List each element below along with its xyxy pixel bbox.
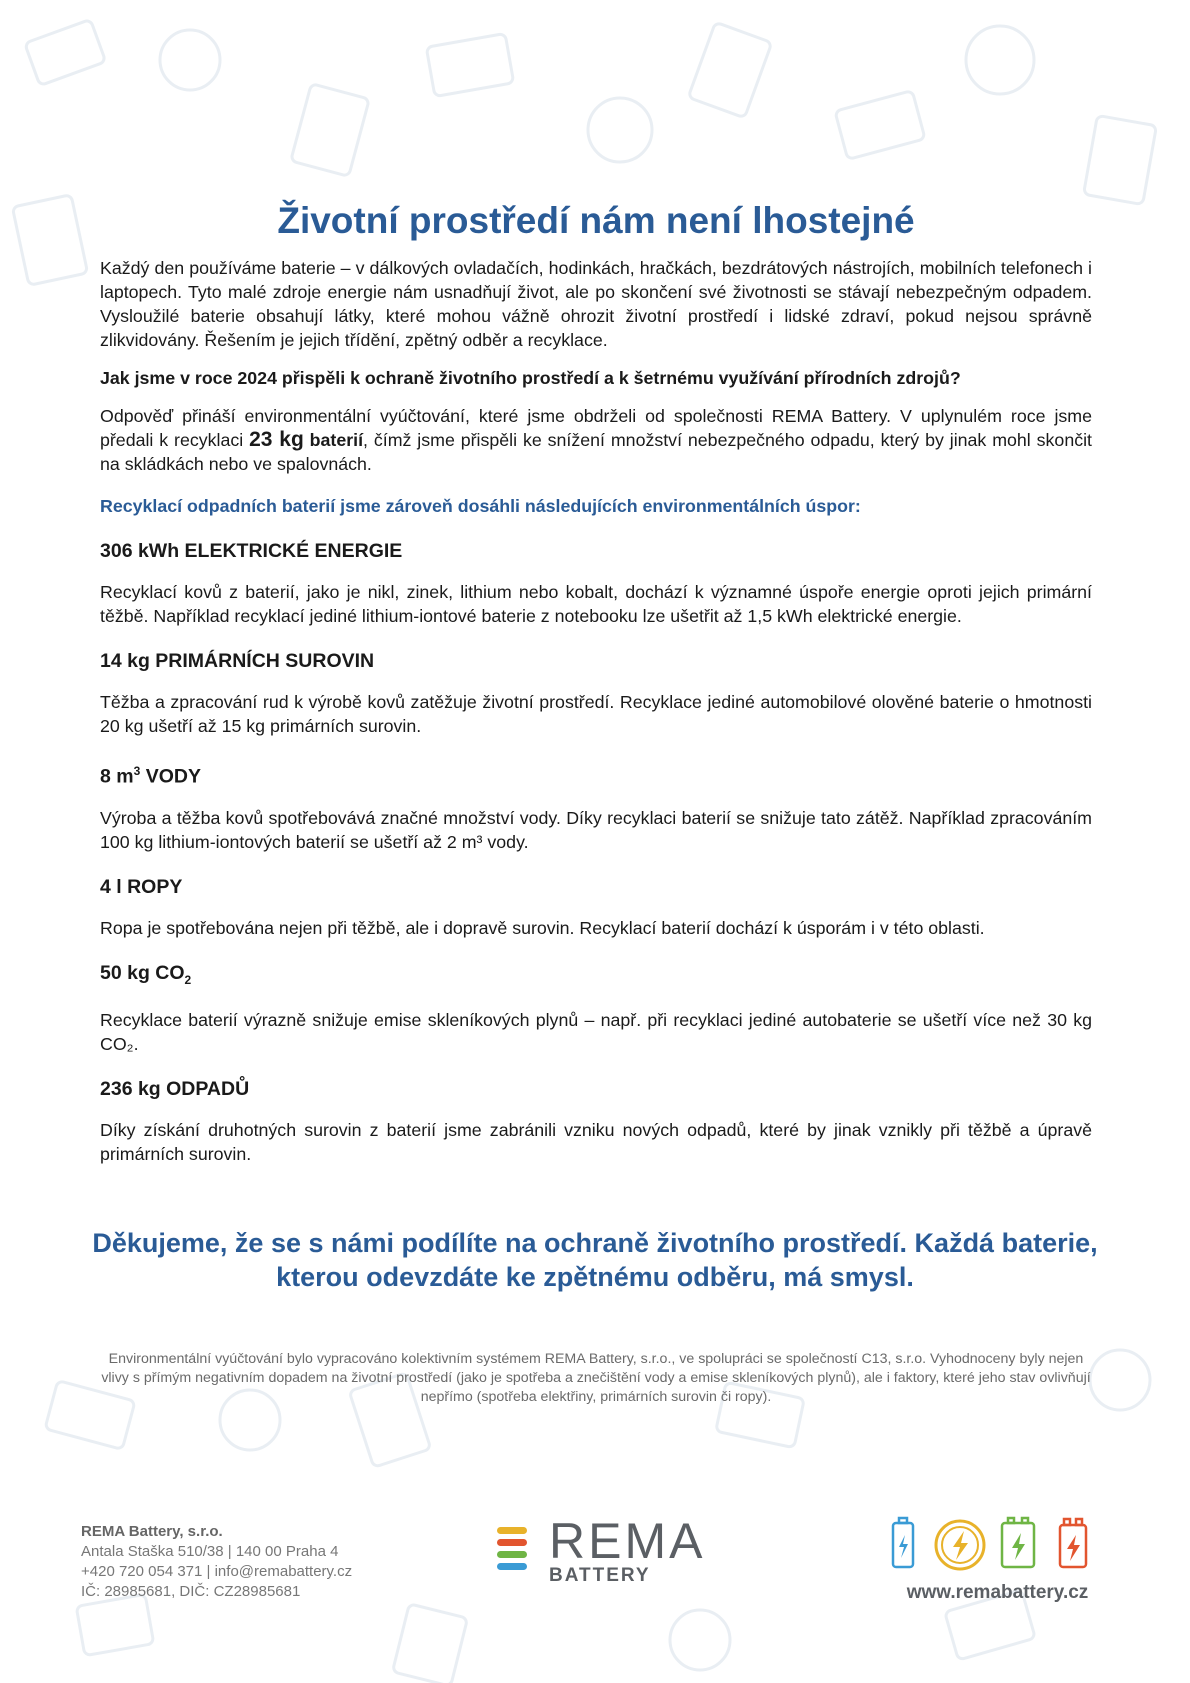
section-text-co2: Recyklace baterií výrazně snižuje emise skleníkových plynů – např. při recyklaci jediné autobaterie se ušetří více než 30 kg CO₂. xyxy=(100,1010,1092,1055)
section-heading-waste: 236 kg ODPADŮ xyxy=(100,1078,250,1101)
company-info xyxy=(81,1522,352,1602)
section-text-water: Výroba a těžba kovů spotřebovává značné množství vody. Díky recyklaci baterií se snižuje tato zátěž. Například zpracováním 100 kg lithium-iontových baterií se ušetří až 2 m³ vody. xyxy=(100,807,1092,852)
section-text-waste: Díky získání druhotných surovin z baterií jsme zabránili vzniku nových odpadů, které by jinak vznikly při těžbě a úpravě primárních surovin. xyxy=(100,1120,1092,1165)
recycled-amount: 23 kg xyxy=(249,428,304,451)
section-text-oil: Ropa je spotřebována nejen při těžbě, ale i dopravě surovin. Recyklací baterií dochází k úsporám i v této oblasti. xyxy=(100,917,985,938)
answer-paragraph xyxy=(100,404,1092,476)
company-name: REMA Battery, s.r.o. xyxy=(81,1523,223,1540)
company-address: Antala Staška 510/38 | 140 00 Praha 4 xyxy=(81,1543,339,1560)
section-heading-water xyxy=(100,758,1092,790)
company-contact: +420 720 054 371 | info@remabattery.cz xyxy=(81,1563,353,1580)
water-label: VODY xyxy=(140,765,201,788)
answer-before: Odpověď přináší environmentální vyúčtování, které jsme obdrželi od společnosti REMA Battery. V uplynulém roce jsme předali k recyklaci xyxy=(100,406,1092,450)
battery-blue-icon xyxy=(893,1518,913,1567)
logo-word: REMA xyxy=(549,1513,706,1569)
savings-intro: Recyklací odpadních baterií jsme zároveň dosáhli následujících environmentálních úspor: xyxy=(100,496,861,516)
methodology-note: Environmentální vyúčtování bylo vypracováno kolektivním systémem REMA Battery, s.r.o., ve spolupráci se společností C13, s.r.o. Vyhodnoceny byly nejen vlivy s přímým negativním dopadem na životní prostředí (jako je spotřeba a znečištění vody a emise skleníkových plynů), ale i faktory, které jeho stav ovlivňují nepřímo (spotřeba elektřiny, primárních surovin či ropy). xyxy=(101,1351,1091,1405)
lightning-coin-icon xyxy=(936,1521,984,1569)
logo-bars-icon xyxy=(497,1527,537,1587)
water-amount: 8 m xyxy=(100,765,134,788)
section-heading-energy: 306 kWh ELEKTRICKÉ ENERGIE xyxy=(100,540,403,562)
co2-amount: 50 kg CO xyxy=(100,961,185,984)
footer xyxy=(0,1515,1190,1605)
battery-icons xyxy=(890,1515,1110,1575)
section-heading-materials: 14 kg PRIMÁRNÍCH SUROVIN xyxy=(100,650,375,672)
thank-you-message: Děkujeme, že se s námi podílíte na ochraně životního prostředí. Každá baterie, kterou odevzdáte ke zpětnému odběru, má smysl. xyxy=(92,1228,1098,1292)
rema-logo xyxy=(497,1513,706,1595)
main-content xyxy=(100,198,1092,1166)
water-unit-exponent: 3 xyxy=(133,764,141,778)
question: Jak jsme v roce 2024 přispěli k ochraně životního prostředí a k šetrnému využívání přírodních zdrojů? xyxy=(100,368,961,388)
website-link[interactable]: www.remabattery.cz xyxy=(906,1582,1089,1603)
section-heading-oil: 4 l ROPY xyxy=(100,875,183,898)
battery-green-icon xyxy=(1002,1518,1034,1567)
intro-paragraph: Každý den používáme baterie – v dálkových ovladačích, hodinkách, hračkách, bezdrátových nástrojích, mobilních telefonech i laptopech. Tyto malé zdroje energie nám usnadňují život, ale po skončení své životnosti se stávají nebezpečným odpadem. Vysloužilé baterie obsahují látky, které mohou vážně ohrozit životní prostředí i lidské zdraví, pokud nejsou správně zlikvidovány. Řešením je jejich třídění, zpětný odběr a recyklace. xyxy=(100,258,1092,350)
co2-subscript: 2 xyxy=(184,972,192,987)
page-title: Životní prostředí nám není lhostejné xyxy=(277,200,915,241)
section-heading-co2 xyxy=(100,960,1092,993)
battery-red-icon xyxy=(1060,1519,1086,1567)
section-text-energy: Recyklací kovů z baterií, jako je nikl, zinek, lithium nebo kobalt, dochází k významné úspoře energie oproti jejich primární těžbě. Například recyklací jediné lithium-iontové baterie z notebooku lze ušetřit až 1,5 kWh elektrické energie. xyxy=(100,582,1092,626)
recycled-unit: baterií xyxy=(303,430,364,450)
section-text-materials: Těžba a zpracování rud k výrobě kovů zatěžuje životní prostředí. Recyklace jediné automobilové olověné baterie o hmotnosti 20 kg ušetří až 15 kg primárních surovin. xyxy=(100,692,1092,736)
company-ids: IČ: 28985681, DIČ: CZ28985681 xyxy=(81,1583,301,1600)
answer-after: , čímž jsme přispěli ke snížení množství nebezpečného odpadu, který by jinak mohl skončit na skládkách nebo ve spalovnách. xyxy=(100,430,1092,474)
logo-subtitle: BATTERY xyxy=(549,1565,651,1586)
